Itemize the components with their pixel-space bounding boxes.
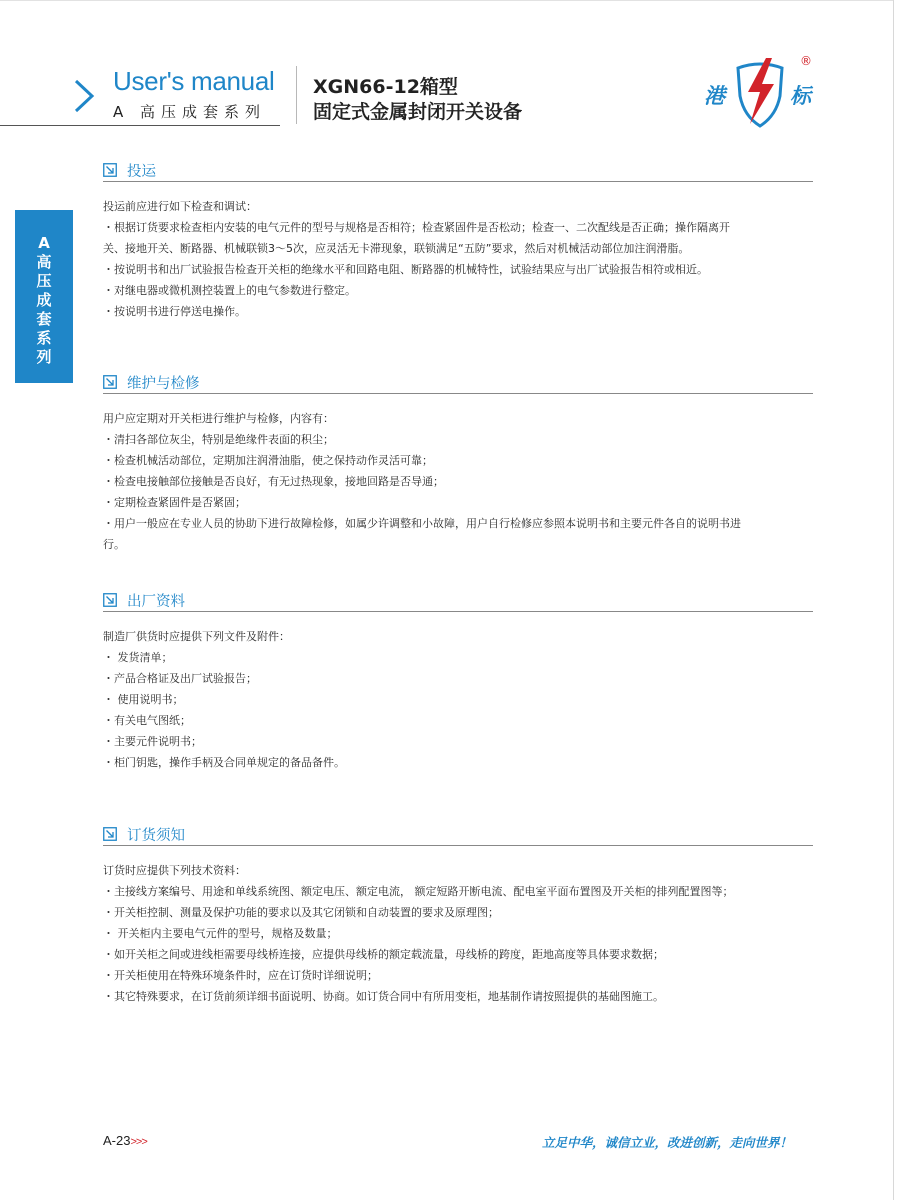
logo-char-right: 标: [790, 84, 811, 108]
list-item-line: ・定期检查紧固件是否紧固；: [103, 496, 246, 509]
list-item-line: ・按说明书进行停送电操作。: [103, 305, 246, 318]
section-header: [103, 159, 813, 182]
section-list: [103, 217, 813, 322]
list-item: [103, 689, 813, 710]
section-title: 投运: [127, 164, 156, 180]
list-item: [103, 450, 813, 471]
section-rule: [103, 845, 813, 846]
list-item-line: ・柜门钥匙，操作手柄及合同单规定的备品备件。: [103, 756, 345, 769]
list-item: [103, 710, 813, 731]
side-tab-char: 系: [36, 329, 52, 347]
page-right-border: [893, 0, 894, 1200]
list-item-line: 行。: [103, 538, 125, 551]
side-tab-char: 套: [36, 310, 52, 328]
registered-mark: ®: [800, 54, 812, 68]
section-header: [103, 589, 813, 612]
list-item: [103, 944, 813, 965]
section-maintenance: [103, 371, 813, 555]
list-item: [103, 492, 813, 513]
page-number: [103, 1133, 147, 1148]
list-item: [103, 471, 813, 492]
lightning-shield-icon: [732, 58, 788, 128]
list-item-line: ・主接线方案编号、用途和单线系统图、额定电压、额定电流， 额定短路开断电流、配电室平面布置图及开关柜的排列配置图等；: [103, 885, 734, 898]
section-rule: [103, 393, 813, 394]
side-tab-label: [15, 234, 73, 367]
list-item-line: ・按说明书和出厂试验报告检查开关柜的绝缘水平和回路电阻、断路器的机械特性，试验结果应与出厂试验报告相符或相近。: [103, 263, 708, 276]
list-item: [103, 259, 813, 280]
logo-char-left: 港: [704, 84, 725, 108]
list-item-line: ・对继电器或微机测控装置上的电气参数进行整定。: [103, 284, 356, 297]
list-item: [103, 668, 813, 689]
page-top-border: [0, 0, 894, 1]
list-item: [103, 217, 813, 259]
list-item-line: ・用户一般应在专业人员的协助下进行故障检修，如属少许调整和小故障，用户自行检修应参照本说明书和主要元件各自的说明书进: [103, 517, 741, 530]
list-item: [103, 731, 813, 752]
section-list: [103, 647, 813, 773]
arrow-box-icon: [103, 593, 117, 607]
section-intro: 投运前应进行如下检查和调试：: [103, 200, 257, 213]
list-item-line: 关、接地开关、断路器、机械联锁3～5次，应灵活无卡滞现象，联锁满足“五防”要求，然后对机械活动部位加注润滑脂。: [103, 242, 690, 255]
list-item: [103, 923, 813, 944]
section-intro: 订货时应提供下列技术资料：: [103, 864, 246, 877]
section-body: [103, 196, 813, 322]
list-item: [103, 301, 813, 322]
section-rule: [103, 181, 813, 182]
header-divider: [296, 66, 297, 124]
list-item-line: ・如开关柜之间或进线柜需要母线桥连接，应提供母线桥的额定载流量，母线桥的跨度，距地高度等具体要求数据；: [103, 948, 664, 961]
page-arrows: >>>: [130, 1136, 147, 1148]
side-tab-char: 高: [36, 253, 52, 271]
side-tab-char: A: [38, 234, 50, 252]
list-item: [103, 429, 813, 450]
section-body: [103, 408, 813, 555]
arrow-box-icon: [103, 375, 117, 389]
section-header: [103, 371, 813, 394]
section-ordering-notes: [103, 823, 813, 1007]
list-item-line: ・开关柜使用在特殊环境条件时，应在订货时详细说明；: [103, 969, 378, 982]
manual-title: User's manual: [113, 66, 275, 96]
brand-logo: [704, 54, 820, 130]
list-item-line: ・其它特殊要求，在订货前须详细书面说明、协商。如订货合同中有所用变柜，地基制作请按照提供的基础图施工。: [103, 990, 664, 1003]
list-item: [103, 881, 813, 902]
list-item: [103, 752, 813, 773]
series-name: A 高压成套系列: [113, 103, 267, 121]
footer-slogan: 立足中华，诚信立业，改进创新，走向世界！: [542, 1135, 793, 1150]
chevron-right-icon: [70, 78, 98, 114]
section-title: 订货须知: [127, 828, 185, 844]
section-commissioning: [103, 159, 813, 322]
section-list: [103, 881, 813, 1007]
page-number-text: A-23: [103, 1133, 131, 1148]
list-item-line: ・开关柜控制、测量及保护功能的要求以及其它闭锁和自动装置的要求及原理图；: [103, 906, 499, 919]
section-intro: 用户应定期对开关柜进行维护与检修，内容有：: [103, 412, 334, 425]
list-item-line: ・清扫各部位灰尘，特别是绝缘件表面的积尘；: [103, 433, 334, 446]
section-list: [103, 429, 813, 555]
section-header: [103, 823, 813, 846]
side-tab-char: 成: [36, 291, 52, 309]
section-rule: [103, 611, 813, 612]
list-item-line: ・ 发货清单；: [103, 651, 173, 664]
header-underline: [0, 125, 280, 126]
list-item: [103, 902, 813, 923]
section-title: 维护与检修: [127, 376, 200, 392]
list-item-line: ・检查机械活动部位，定期加注润滑油脂，使之保持动作灵活可靠；: [103, 454, 433, 467]
list-item: [103, 280, 813, 301]
section-body: [103, 860, 813, 1007]
product-model: XGN66-12箱型: [313, 76, 458, 98]
list-item-line: ・主要元件说明书；: [103, 735, 202, 748]
list-item: [103, 965, 813, 986]
list-item-line: ・ 开关柜内主要电气元件的型号，规格及数量；: [103, 927, 338, 940]
list-item-line: ・根据订货要求检查柜内安装的电气元件的型号与规格是否相符；检查紧固件是否松动；检查一、二次配线是否正确；操作隔离开: [103, 221, 730, 234]
list-item-line: ・ 使用说明书；: [103, 693, 184, 706]
list-item: [103, 986, 813, 1007]
list-item-line: ・产品合格证及出厂试验报告；: [103, 672, 257, 685]
side-tab-char: 压: [36, 272, 52, 290]
side-tab-series: [15, 210, 73, 383]
arrow-box-icon: [103, 827, 117, 841]
product-name: 固定式金属封闭开关设备: [313, 101, 523, 123]
section-factory-documents: [103, 589, 813, 773]
list-item-line: ・有关电气图纸；: [103, 714, 191, 727]
list-item-line: ・检查电接触部位接触是否良好，有无过热现象，接地回路是否导通；: [103, 475, 444, 488]
list-item: [103, 647, 813, 668]
section-title: 出厂资料: [127, 594, 185, 610]
side-tab-char: 列: [36, 348, 52, 366]
section-intro: 制造厂供货时应提供下列文件及附件：: [103, 630, 290, 643]
section-body: [103, 626, 813, 773]
arrow-box-icon: [103, 163, 117, 177]
list-item: [103, 513, 813, 555]
